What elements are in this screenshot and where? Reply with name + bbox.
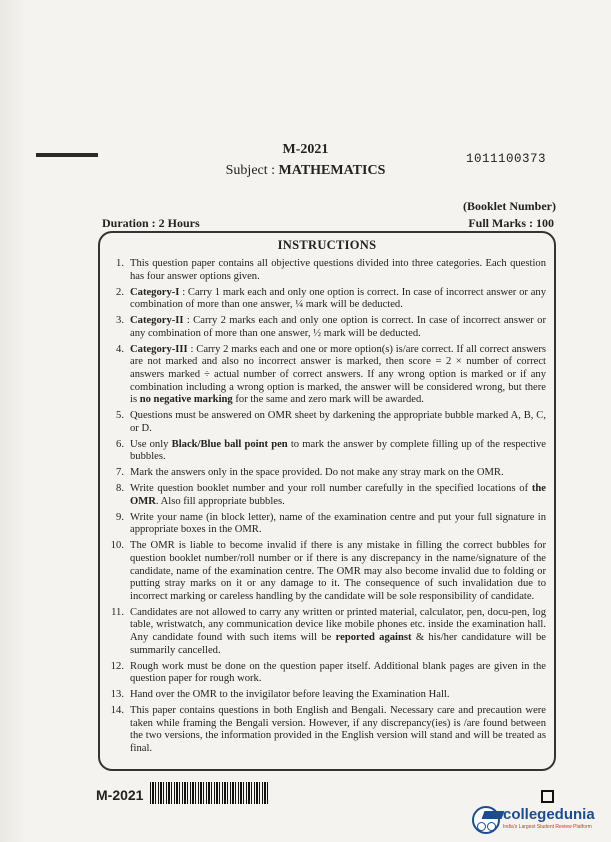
- instruction-text: : Carry 1 mark each and only one option is correct. In case of incorrect answer or any combination of more than one answer, ¼ mark will be deducted.: [130, 286, 546, 311]
- instruction-number: 6.: [116, 438, 124, 450]
- instruction-post: & his/her candidature will be summarily cancelled.: [130, 631, 546, 656]
- instruction-item: [108, 607, 546, 657]
- instruction-item: [108, 689, 546, 702]
- instruction-number: 14.: [110, 705, 124, 717]
- instruction-number: 11.: [111, 606, 124, 618]
- instruction-pre: Category-I: [130, 286, 180, 298]
- instructions-box: [98, 231, 556, 771]
- instructions-title: INSTRUCTIONS: [277, 238, 377, 252]
- instruction-bold: Black/Blue ball point pen: [171, 438, 288, 450]
- instruction-number: 4.: [116, 343, 124, 355]
- instruction-text: Hand over the OMR to the invigilator before leaving the Examination Hall.: [130, 689, 450, 701]
- instruction-text: Rough work must be done on the question paper itself. Additional blank pages are given in the question paper for rough work.: [130, 660, 546, 685]
- instruction-text: [130, 410, 546, 435]
- full-marks: Full Marks : 100: [468, 216, 554, 230]
- instruction-item: [108, 439, 546, 464]
- instruction-number: 9.: [116, 511, 124, 523]
- instruction-number: 1.: [116, 258, 124, 269]
- collegedunia-logo: [466, 802, 611, 842]
- instruction-post: . Also fill appropriate bubbles.: [155, 495, 285, 507]
- instruction-text: [130, 705, 546, 755]
- logo-name: collegedunia: [503, 806, 595, 823]
- barcode: [150, 782, 268, 804]
- instruction-number: 8.: [116, 483, 124, 495]
- instruction-item: [108, 258, 546, 283]
- instruction-number: 2.: [116, 286, 124, 298]
- instruction-text: [130, 661, 546, 686]
- paper-code: M-2021: [282, 142, 329, 157]
- subject-name: MATHEMATICS: [278, 163, 386, 178]
- instruction-text: Use only: [130, 438, 172, 450]
- booklet-number: 1011100373: [466, 152, 547, 166]
- instruction-text: Write question booklet number and your roll number carefully in the specified locations of: [130, 483, 532, 495]
- instruction-text: This paper contains questions in both English and Bengali. Necessary care and precaution were taken while framing the Bengali version. However, if any discrepancy(ies) is /are found between the two versions, the information provided in the English version will stand and will be treated as final.: [130, 705, 546, 754]
- instruction-number: 12.: [110, 660, 124, 672]
- instruction-item: [108, 483, 546, 508]
- instruction-item: [108, 344, 546, 407]
- instruction-text: [130, 540, 546, 603]
- instruction-item: [108, 705, 546, 755]
- instruction-text: [130, 439, 546, 464]
- logo-tagline: India's Largest Student Review Platform: [503, 824, 592, 830]
- instructions-list: [108, 258, 546, 755]
- instruction-item: [108, 410, 546, 435]
- duration: Duration : 2 Hours: [102, 216, 200, 230]
- instruction-number: 13.: [110, 689, 124, 701]
- instruction-item: [108, 287, 546, 312]
- instruction-number: 3.: [116, 315, 124, 327]
- subject-label: Subject :: [225, 163, 276, 178]
- instruction-text: [130, 483, 546, 508]
- instruction-text: : Carry 2 marks each and one or more option(s) is/are correct. If all correct answers are not marked and also no incorrect answer is marked, then score = 2 × number of correct answers marked ÷ actual number of correct answers. If any wrong option is marked or if any combination including a wrong option is marked, the answer will be considered wrong, but there is: [130, 343, 546, 406]
- instruction-number: 5.: [116, 410, 124, 422]
- footer-paper-code: M-2021: [96, 787, 144, 803]
- instruction-text: [130, 512, 546, 537]
- instruction-pre: Category-II: [130, 315, 184, 327]
- instruction-text: [130, 258, 546, 283]
- booklet-number-label: (Booklet Number): [463, 199, 556, 213]
- instruction-bold: the OMR: [130, 483, 546, 507]
- instruction-text: [130, 607, 546, 657]
- instruction-item: [108, 661, 546, 686]
- instruction-number: 10.: [110, 540, 124, 552]
- instruction-text: This question paper contains all objective questions divided into three categories. Each question has four answer options given.: [130, 258, 546, 282]
- instruction-text: Questions must be answered on OMR sheet by darkening the appropriate bubble marked A, B, C, or D.: [130, 410, 546, 434]
- instruction-text: Mark the answers only in the space provided. Do not make any stray mark on the OMR.: [130, 467, 504, 479]
- instruction-item: [108, 315, 546, 340]
- instruction-item: [108, 540, 546, 603]
- scan-margin: [0, 0, 26, 842]
- instruction-item: [108, 467, 546, 480]
- instruction-text: [130, 689, 546, 702]
- instruction-text: Candidates are not allowed to carry any written or printed material, calculator, pen, docu-pen, log table, wristwatch, any communication device like mobile phones etc. inside the examination hall. Any candidate found with such items will be: [130, 606, 546, 643]
- instruction-text: [130, 344, 546, 407]
- instruction-text: [130, 315, 546, 340]
- instruction-bold: no negative marking: [139, 394, 233, 406]
- logo-mascot-icon: [472, 806, 500, 834]
- instruction-number: 7.: [116, 467, 124, 479]
- instruction-bold: reported against: [335, 631, 412, 643]
- instruction-pre: Category-III: [130, 343, 188, 355]
- instruction-text: The OMR is liable to become invalid if there is any mistake in filling the correct bubbles for question booklet number/roll number or if there is any discrepancy in the name/signature of the candidate, name of the examination centre. The OMR may also become invalid due to folding or putting stray marks on it or any damage to it. The consequence of such invalidation due to incorrect marking or careless handling by the candidate will be sole responsibility of candidate.: [130, 540, 546, 602]
- instruction-text: [130, 287, 546, 312]
- instruction-text: : Carry 2 marks each and only one option is correct. In case of incorrect answer or any combination of more than one answer, ½ mark will be deducted.: [130, 315, 546, 339]
- instruction-post: for the same and zero mark will be awarded.: [232, 394, 424, 406]
- instruction-post: to mark the answer by complete filling up of the respective bubbles.: [130, 438, 547, 463]
- instruction-text: [130, 467, 546, 480]
- instruction-item: [108, 512, 546, 537]
- instruction-text: Write your name (in block letter), name of the examination centre and put your full signature in appropriate boxes in the OMR.: [130, 511, 546, 536]
